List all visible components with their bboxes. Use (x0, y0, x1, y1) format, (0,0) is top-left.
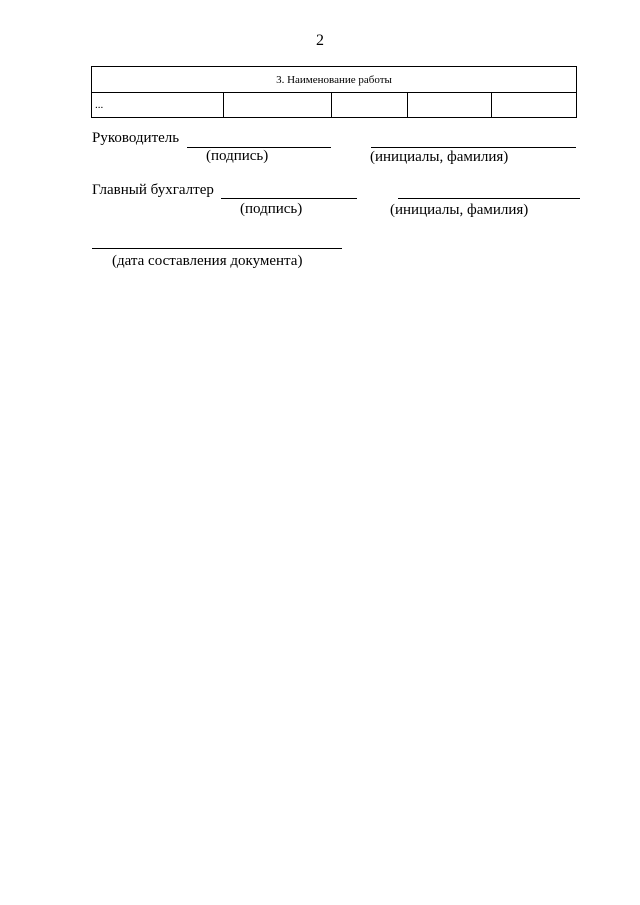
manager-label: Руководитель (92, 130, 180, 146)
chief-accountant-name-caption: (инициалы, фамилия) (390, 202, 529, 218)
table-cell (492, 93, 577, 118)
date-caption: (дата составления документа) (112, 253, 303, 269)
table-row (92, 93, 577, 118)
table-cell (224, 93, 332, 118)
table-cell: ... (92, 93, 224, 118)
page-number: 2 (316, 32, 324, 49)
work-table (91, 66, 577, 118)
manager-name-caption: (инициалы, фамилия) (370, 149, 509, 165)
chief-accountant-signature-line (221, 198, 357, 199)
chief-accountant-signature-caption: (подпись) (240, 201, 303, 217)
manager-name-line (371, 147, 576, 148)
chief-accountant-name-line (398, 198, 580, 199)
table-header-row (92, 67, 577, 93)
table-cell (408, 93, 492, 118)
table-header-cell: 3. Наименование работы (92, 67, 577, 93)
manager-signature-caption: (подпись) (206, 148, 269, 164)
date-line (92, 248, 342, 249)
table-cell (332, 93, 408, 118)
chief-accountant-label: Главный бухгалтер (92, 182, 214, 198)
